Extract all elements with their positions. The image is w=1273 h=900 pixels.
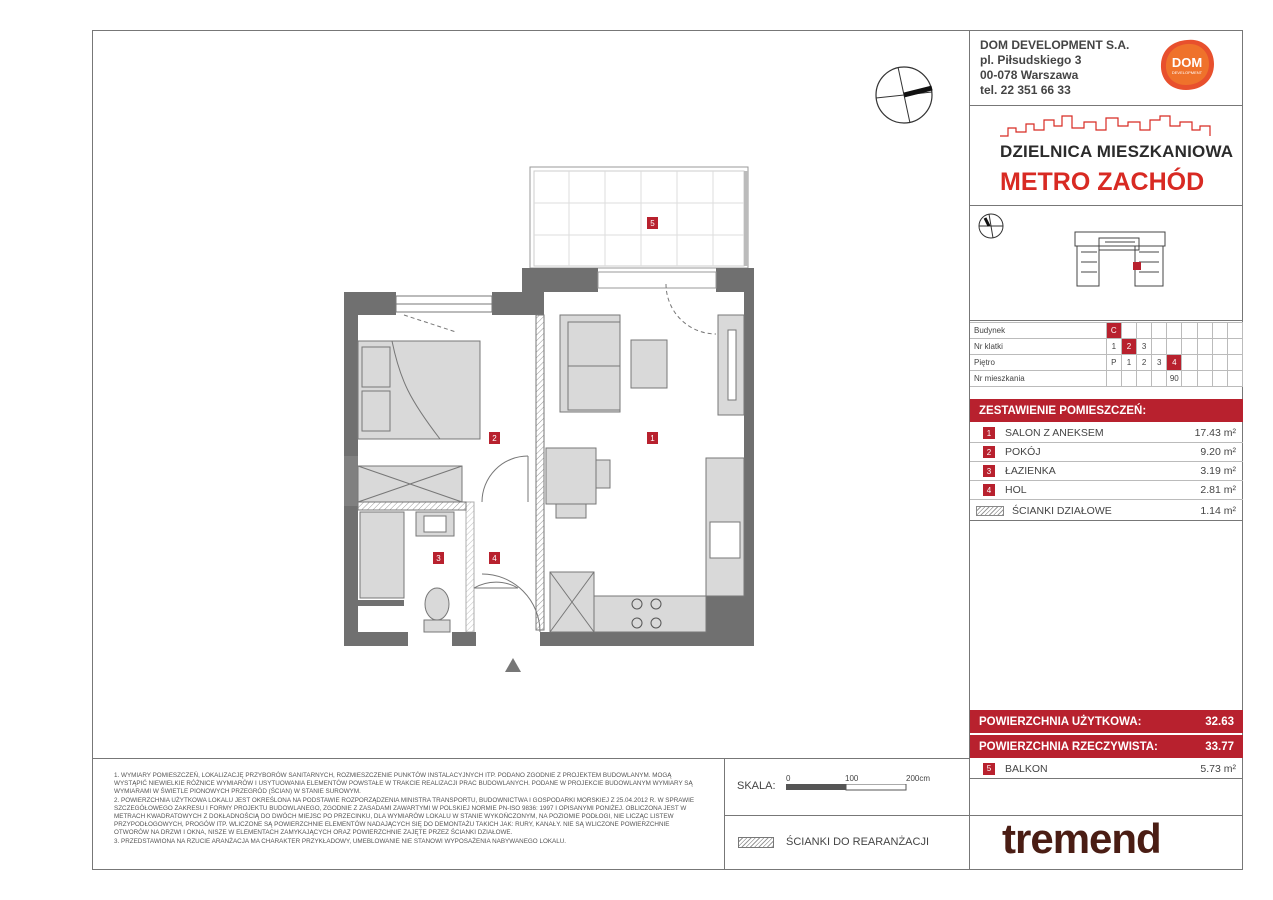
brand-line-2: METRO ZACHÓD: [1000, 168, 1205, 196]
room-tag-2: 2: [489, 432, 500, 444]
locator-cell: 90: [1167, 371, 1182, 387]
actual-area-value: 33.77: [1205, 740, 1234, 753]
room-name: HOL: [1005, 484, 1027, 496]
locator-label: Piętro: [970, 355, 1106, 371]
locator-cell: 2: [1121, 339, 1136, 355]
scale-end: 200cm: [906, 774, 931, 783]
company-phone: tel. 22 351 66 33: [980, 83, 1071, 97]
scale-zero: 0: [786, 774, 791, 783]
dom-logo-text: DOM: [1171, 55, 1203, 70]
tremend-logo: tremend: [1002, 815, 1161, 862]
room-area: 2.81 m²: [1200, 484, 1236, 496]
walls-name: ŚCIANKI DZIAŁOWE: [1012, 505, 1112, 517]
locator-label: Nr klatki: [970, 339, 1106, 355]
rearrange-label: ŚCIANKI DO REARANŻACJI: [786, 836, 930, 848]
bed: [358, 341, 480, 439]
room-number: 2: [983, 446, 995, 458]
usable-area-label: POWIERZCHNIA UŻYTKOWA:: [979, 715, 1142, 728]
usable-area-value: 32.63: [1205, 715, 1234, 728]
company-street: pl. Piłsudskiego 3: [980, 53, 1082, 67]
room-area: 17.43 m²: [1194, 427, 1236, 439]
locator-cell: 3: [1137, 339, 1152, 355]
toilet: [425, 588, 449, 620]
scale-label: SKALA:: [737, 780, 776, 792]
brand-line-1: DZIELNICA MIESZKANIOWA: [1000, 142, 1234, 161]
dining-table: [546, 448, 596, 504]
locator-label: Nr mieszkania: [970, 371, 1106, 387]
company-name: DOM DEVELOPMENT S.A.: [980, 38, 1130, 52]
room-tag-1: 1: [647, 432, 658, 444]
room-tag-3: 3: [433, 552, 444, 564]
summary-title: ZESTAWIENIE POMIESZCZEŃ:: [979, 404, 1147, 417]
room-name: BALKON: [1005, 762, 1048, 775]
room-number: 1: [983, 427, 995, 439]
kitchen-sink: [710, 522, 740, 558]
locator-cell: 2: [1137, 355, 1152, 371]
locator-cell: C: [1106, 323, 1121, 339]
locator-cell: P: [1106, 355, 1121, 371]
actual-area-label: POWIERZCHNIA RZECZYWISTA:: [979, 740, 1158, 753]
company-city: 00-078 Warszawa: [980, 68, 1079, 82]
dom-logo-subtext: DEVELOPMENT: [1171, 70, 1203, 75]
room-area: 3.19 m²: [1200, 465, 1236, 477]
walls-area: 1.14 m²: [1200, 505, 1236, 517]
note-2: 2. POWIERZCHNIA UŻYTKOWA LOKALU JEST OKREŚLONA NA PODSTAWIE ROZPORZĄDZENIA MINISTRA TRANSPORTU, BUDOWNICTWA I GOSPODARKI MORSKIEJ Z 25.04.2012 R. W SPRAWIE SZCZEGÓŁOWEGO ZAKRESU I FORMY PROJEKTU BUDOWLANEGO, ZGODNIE Z ZASADAMI ZAWARTYMI W POLSKIEJ NORMIE PN-ISO 9836: 1997 I OPISANYMI PONIŻEJ. OBLICZONA JEST W METRACH KWADRATOWYCH Z DOKŁADNOŚCIĄ DO DWÓCH MIEJSC PO PRZECINKU, DLA WYMIARÓW LOKALU W STANIE WYKOŃCZONYM, NA POZIOMIE PODŁOGI, NIE LICZĄC LISTEW PRZYPODŁOGOWYCH, PROGÓW ITP. WLICZONE SĄ POWIERZCHNIE ELEMENTÓW NADAJĄCYCH SIĘ DO DEMONTAŻU TAKICH JAK: RURY, KANAŁY. NIE SĄ WLICZONE POWIERZCHNIE OTWORÓW NA DRZWI I OKNA, NISZE W ELEMENTACH ZAMYKAJĄCYCH ORAZ POWIERZCHNIE ZAJĘTE PRZEZ ŚCIANKI DZIAŁOWE.: [114, 796, 695, 837]
note-3: 3. PRZEDSTAWIONA NA RZUCIE ARANŻACJA MA CHARAKTER PRZYKŁADOWY, UMEBLOWANIE NIE STANOWI WYPOSAŻENIA NABYWANEGO LOKALU.: [114, 837, 567, 845]
locator-cell: 3: [1152, 355, 1167, 371]
room-name: POKÓJ: [1005, 446, 1041, 458]
compass-icon: [876, 67, 932, 123]
note-1: 1. WYMIARY POMIESZCZEŃ, LOKALIZACJĘ PRZYBORÓW SANITARNYCH, ROZMIESZCZENIE PUNKTÓW INSTALACYJNYCH ITP. PODANO ZGODNIE Z PROJEKTEM BUDOWLANYM. MOGĄ WYSTĄPIĆ NIEWIELKIE RÓŻNICE WYMIARÓW I USYTUOWANIA ELEMENTÓW POWSTAŁE W TRAKCIE REALIZACJI PRAC BUDOWLANYCH. PODANE W PROJEKCIE BUDOWLANYM WYMIARY SĄ WYMIARAMI W ŚWIETLE PIONOWYCH PRZEGRÓD (ŚCIAN) W STANIE SUROWYM.: [114, 772, 693, 796]
scale-mid: 100: [845, 774, 859, 783]
locator-label: Budynek: [970, 323, 1106, 339]
balcony: [530, 167, 748, 268]
locator-cell: 1: [1106, 339, 1121, 355]
bathtub: [360, 512, 404, 598]
room-tag-5: 5: [647, 217, 658, 229]
room-area: 9.20 m²: [1200, 446, 1236, 458]
room-name: SALON Z ANEKSEM: [1005, 427, 1104, 439]
locator-cell: 4: [1167, 355, 1182, 371]
sofa: [560, 315, 620, 412]
entrance-arrow-icon: [505, 658, 521, 672]
locator-cell: 1: [1121, 355, 1136, 371]
coffee-table: [631, 340, 667, 388]
room-area: 5.73 m²: [1200, 762, 1236, 775]
room-name: ŁAZIENKA: [1005, 465, 1056, 477]
room-tag-4: 4: [489, 552, 500, 564]
room-number: 3: [983, 465, 995, 477]
room-number: 4: [983, 484, 995, 496]
room-number: 5: [983, 763, 995, 775]
